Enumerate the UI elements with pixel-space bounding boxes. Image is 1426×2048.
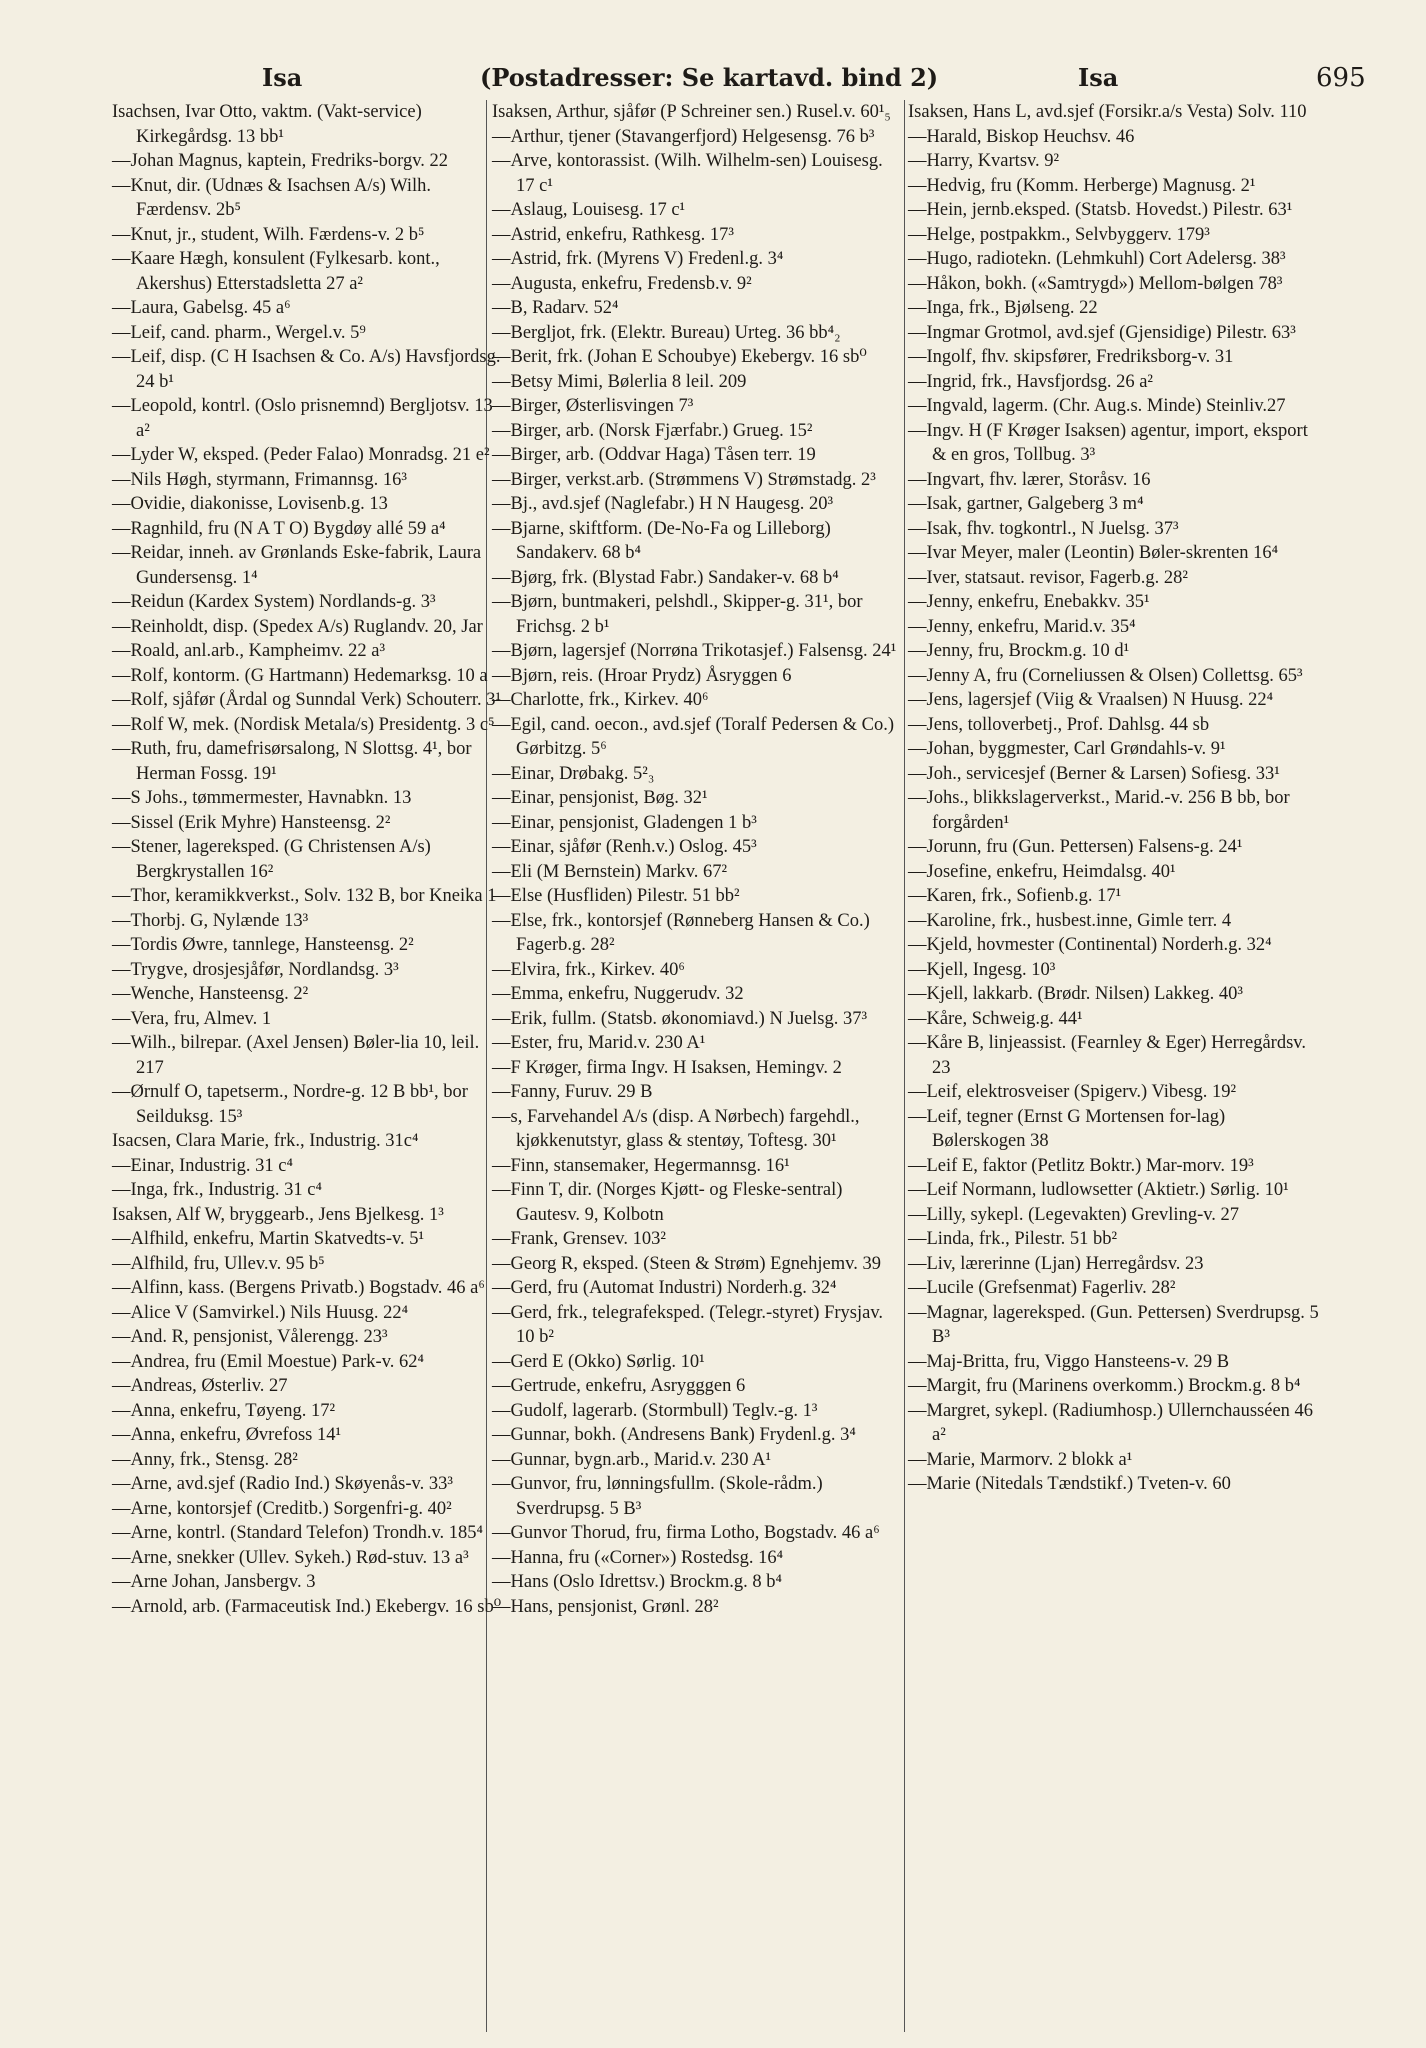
directory-entry: —Jenny, enkefru, Enebakkv. 35¹ — [908, 592, 1150, 612]
directory-entry: —Bergljot, frk. (Elektr. Bureau) Urteg. 36 bb⁴₂ — [492, 322, 841, 343]
directory-entry: —Bjørg, frk. (Blystad Fabr.) Sandaker-v. 68 b⁴ — [492, 567, 839, 588]
directory-entry: —Vera, fru, Almev. 1 — [112, 1008, 272, 1029]
directory-entry: —Arne, kontorsjef (Creditb.) Sorgenfri-g. 40² — [112, 1498, 452, 1519]
directory-entry: —Arne, snekker (Ullev. Sykeh.) Rød-stuv. 13 a³ — [112, 1547, 469, 1568]
directory-entry: —Linda, frk., Pilestr. 51 bb² — [908, 1229, 1118, 1249]
directory-entry: —Jorunn, fru (Gun. Pettersen) Falsens-g. 24¹ — [908, 837, 1243, 857]
directory-entry: —Kjell, Ingesg. 10³ — [908, 959, 1056, 980]
directory-entry: —Alfhild, enkefru, Martin Skatvedts-v. 5¹ — [112, 1229, 425, 1249]
directory-entry: —Gerd, fru (Automat Industri) Norderh.g. 32⁴ — [492, 1278, 837, 1298]
directory-entry: —Ørnulf O, tapetserm., Nordre-g. 12 B bb¹, bor Seilduksg. 15³ — [112, 1082, 468, 1127]
directory-entry: —Margit, fru (Marinens overkomm.) Brockm.g. 8 b⁴ — [908, 1376, 1301, 1396]
directory-entry: —Frank, Grensev. 103² — [492, 1229, 666, 1249]
directory-entry: —Reinholdt, disp. (Spedex A/s) Ruglandv. 20, Jar — [112, 616, 483, 637]
directory-entry: —Inga, frk., Bjølseng. 22 — [908, 298, 1098, 318]
directory-entry: —Eli (M Bernstein) Markv. 67² — [492, 861, 728, 882]
directory-entry: —Andrea, fru (Emil Moestue) Park-v. 62⁴ — [112, 1351, 424, 1372]
directory-entry: —Andreas, Østerliv. 27 — [112, 1376, 288, 1396]
directory-entry: —Trygve, drosjesjåfør, Nordlandsg. 3³ — [112, 959, 399, 980]
directory-entry: —Lucile (Grefsenmat) Fagerliv. 28² — [908, 1278, 1176, 1298]
directory-entry: —Nils Høgh, styrmann, Frimannsg. 16³ — [112, 469, 407, 490]
directory-entry: —Reidar, inneh. av Grønlands Eske-fabrik, Laura Gundersensg. 1⁴ — [112, 543, 482, 588]
directory-entry: —Ivar Meyer, maler (Leontin) Bøler-skrenten 16⁴ — [908, 543, 1279, 563]
directory-entry: —Einar, sjåfør (Renh.v.) Oslog. 45³ — [492, 837, 757, 857]
directory-entry: —Hans, pensjonist, Grønl. 28² — [492, 1596, 719, 1617]
directory-entry: —Ingmar Grotmol, avd.sjef (Gjensidige) Pilestr. 63³ — [908, 322, 1296, 343]
directory-entry: —Leif, elektrosveiser (Spigerv.) Vibesg. 19² — [908, 1082, 1237, 1102]
directory-entry: —Leopold, kontrl. (Oslo prisnemnd) Bergljotsv. 13 a² — [112, 396, 493, 441]
directory-entry: —Wilh., bilrepar. (Axel Jensen) Bøler-lia 10, leil. 217 — [112, 1033, 480, 1078]
directory-entry: —Anna, enkefru, Tøyeng. 17² — [112, 1400, 336, 1421]
directory-entry: —Fanny, Furuv. 29 B — [492, 1082, 653, 1102]
directory-entry: —Alice V (Samvirkel.) Nils Huusg. 22⁴ — [112, 1302, 409, 1323]
directory-entry: —Harald, Biskop Heuchsv. 46 — [908, 126, 1135, 147]
directory-entry: —Ovidie, diakonisse, Lovisenb.g. 13 — [112, 494, 388, 514]
directory-entry: —S Johs., tømmermester, Havnabkn. 13 — [112, 788, 412, 808]
directory-entry: —Liv, lærerinne (Ljan) Herregårdsv. 23 — [908, 1253, 1204, 1274]
directory-entry: —B, Radarv. 52⁴ — [492, 298, 619, 318]
column-1 — [112, 100, 507, 1619]
directory-entry: —Johs., blikkslagerverkst., Marid.-v. 256 B bb, bor forgården¹ — [908, 788, 1290, 833]
directory-entry: —Bjørn, lagersjef (Norrøna Trikotasjef.) Falsensg. 24¹ — [492, 641, 897, 661]
directory-entry: —Augusta, enkefru, Fredensb.v. 9² — [492, 273, 752, 294]
directory-entry: —Elvira, frk., Kirkev. 40⁶ — [492, 959, 685, 980]
directory-entry: —Hein, jernb.eksped. (Statsb. Hovedst.) Pilestr. 63¹ — [908, 200, 1293, 220]
directory-entry: —Harry, Kvartsv. 9² — [908, 151, 1060, 171]
directory-entry: —Georg R, eksped. (Steen & Strøm) Egnehjemv. 39 — [492, 1253, 881, 1274]
directory-entry: —Gunnar, bygn.arb., Marid.v. 230 A¹ — [492, 1449, 772, 1470]
directory-entry: —Gunnar, bokh. (Andresens Bank) Frydenl.g. 3⁴ — [492, 1425, 856, 1445]
directory-entry: —Kaare Hægh, konsulent (Fylkesarb. kont., Akershus) Etterstadsletta 27 a² — [112, 249, 440, 294]
directory-entry: —Maj-Britta, fru, Viggo Hansteens-v. 29 B — [908, 1351, 1230, 1372]
directory-entry: —Karoline, frk., husbest.inne, Gimle terr. 4 — [908, 910, 1232, 931]
column-3 — [908, 100, 1320, 1497]
page-number: 695 — [1316, 63, 1366, 93]
directory-entry: Isaksen, Alf W, bryggearb., Jens Bjelkesg. 1³ — [112, 1204, 444, 1225]
directory-entry: —Stener, lagereksped. (G Christensen A/s) Bergkrystallen 16² — [112, 837, 431, 882]
directory-entry: —Iver, statsaut. revisor, Fagerb.g. 28² — [908, 567, 1188, 588]
directory-entry: —Thor, keramikkverkst., Solv. 132 B, bor Kneika 1 — [112, 886, 497, 906]
directory-entry: —Johan, byggmester, Carl Grøndahls-v. 9¹ — [908, 739, 1226, 759]
directory-entry: —Marie, Marmorv. 2 blokk a¹ — [908, 1449, 1133, 1470]
directory-entry: —Einar, pensjonist, Gladengen 1 b³ — [492, 812, 757, 833]
directory-entry: —Astrid, frk. (Myrens V) Fredenl.g. 3⁴ — [492, 249, 784, 269]
directory-entry: —Hedvig, fru (Komm. Herberge) Magnusg. 2¹ — [908, 175, 1256, 196]
directory-entry: —Ragnhild, fru (N A T O) Bygdøy allé 59 a⁴ — [112, 518, 446, 539]
directory-entry: —Jens, tolloverbetj., Prof. Dahlsg. 44 sb — [908, 714, 1210, 735]
directory-entry: —Ingvart, fhv. lærer, Storåsv. 16 — [908, 469, 1151, 490]
directory-entry: Isaksen, Arthur, sjåfør (P Schreiner sen.) Rusel.v. 60¹₅ — [492, 102, 891, 122]
directory-entry: —Erik, fullm. (Statsb. økonomiavd.) N Juelsg. 37³ — [492, 1008, 868, 1029]
directory-entry: —Kåre B, linjeassist. (Fearnley & Eger) Herregårdsv. 23 — [908, 1033, 1306, 1078]
directory-entry: —Birger, arb. (Norsk Fjærfabr.) Grueg. 15² — [492, 420, 813, 441]
directory-entry: —Bjarne, skiftform. (De-No-Fa og Lilleborg) Sandakerv. 68 b⁴ — [492, 518, 831, 563]
directory-entry: —Anny, frk., Stensg. 28² — [112, 1449, 298, 1470]
directory-entry: —Ester, fru, Marid.v. 230 A¹ — [492, 1033, 706, 1053]
directory-entry: —Reidun (Kardex System) Nordlands-g. 3³ — [112, 592, 436, 612]
directory-entry: —Alfhild, fru, Ullev.v. 95 b⁵ — [112, 1253, 325, 1274]
directory-entry: —Charlotte, frk., Kirkev. 40⁶ — [492, 690, 709, 710]
directory-entry: —Rolf, sjåfør (Årdal og Sunndal Verk) Schouterr. 3¹ — [112, 690, 502, 710]
directory-entry: —Alfinn, kass. (Bergens Privatb.) Bogstadv. 46 a⁶ — [112, 1278, 485, 1298]
running-head-left: Isa — [262, 63, 303, 92]
directory-entry: —Lilly, sykepl. (Legevakten) Grevling-v. 27 — [908, 1204, 1240, 1225]
directory-entry: —Birger, arb. (Oddvar Haga) Tåsen terr. 19 — [492, 445, 816, 465]
directory-entry: —Berit, frk. (Johan E Schoubye) Ekebergv. 16 sb⁰ — [492, 347, 867, 367]
directory-entry: —Hans (Oslo Idrettsv.) Brockm.g. 8 b⁴ — [492, 1572, 782, 1592]
directory-entry: —Arthur, tjener (Stavangerfjord) Helgesensg. 76 b³ — [492, 126, 875, 147]
directory-entry: —Else (Husfliden) Pilestr. 51 bb² — [492, 886, 740, 906]
running-head-center: (Postadresser: Se kartavd. bind 2) — [480, 63, 939, 92]
directory-entry: —Else, frk., kontorsjef (Rønneberg Hansen & Co.) Fagerb.g. 28² — [492, 910, 870, 955]
directory-entry: —Knut, dir. (Udnæs & Isachsen A/s) Wilh. Færdensv. 2b⁵ — [112, 175, 432, 220]
directory-entry: —Lyder W, eksped. (Peder Falao) Monradsg. 21 e² — [112, 445, 490, 465]
directory-entry: —Rolf W, mek. (Nordisk Metala/s) Presidentg. 3 c⁵ — [112, 714, 495, 735]
directory-entry: —Ingrid, frk., Havsfjordsg. 26 a² — [908, 371, 1153, 392]
directory-entry: —Arne, kontrl. (Standard Telefon) Trondh.v. 185⁴ — [112, 1523, 484, 1543]
directory-entry: —Gerd, frk., telegrafeksped. (Telegr.-styret) Frysjav. 10 b² — [492, 1302, 884, 1347]
directory-entry: —Marie (Nitedals Tændstikf.) Tveten-v. 60 — [908, 1474, 1231, 1494]
directory-entry: Isacsen, Clara Marie, frk., Industrig. 31c⁴ — [112, 1131, 419, 1151]
directory-entry: —Einar, Industrig. 31 c⁴ — [112, 1155, 293, 1176]
column-rule — [904, 100, 905, 2032]
directory-entry: —Tordis Øwre, tannlege, Hansteensg. 2² — [112, 935, 414, 955]
directory-entry: —Kjeld, hovmester (Continental) Norderh.g. 32⁴ — [908, 935, 1272, 955]
directory-entry: —Karen, frk., Sofienb.g. 17¹ — [908, 886, 1122, 906]
directory-entry: —Jens, lagersjef (Viig & Vraalsen) N Huusg. 22⁴ — [908, 690, 1274, 710]
directory-entry: —Hugo, radiotekn. (Lehmkuhl) Cort Adelersg. 38³ — [908, 249, 1286, 269]
directory-entry: —Birger, verkst.arb. (Strømmens V) Strømstadg. 2³ — [492, 469, 876, 490]
directory-entry: —Inga, frk., Industrig. 31 c⁴ — [112, 1180, 322, 1200]
directory-entry: —Kåre, Schweig.g. 44¹ — [908, 1008, 1083, 1029]
directory-entry: —Margret, sykepl. (Radiumhosp.) Ullernchausséen 46 a² — [908, 1400, 1314, 1445]
directory-entry: —Einar, pensjonist, Bøg. 32¹ — [492, 788, 708, 808]
directory-entry: —Gerd E (Okko) Sørlig. 10¹ — [492, 1351, 705, 1372]
directory-entry: —Arve, kontorassist. (Wilh. Wilhelm-sen) Louisesg. 17 c¹ — [492, 151, 883, 196]
directory-entry: —Arne Johan, Jansbergv. 3 — [112, 1572, 316, 1592]
directory-entry: —Betsy Mimi, Bølerlia 8 leil. 209 — [492, 371, 747, 392]
directory-entry: Isaksen, Hans L, avd.sjef (Forsikr.a/s Vesta) Solv. 110 — [908, 102, 1307, 122]
directory-entry: —Thorbj. G, Nylænde 13³ — [112, 910, 309, 931]
directory-entry: —Aslaug, Louisesg. 17 c¹ — [492, 200, 686, 220]
directory-entry: —Astrid, enkefru, Rathkesg. 17³ — [492, 224, 734, 245]
directory-entry: —Ruth, fru, damefrisørsalong, N Slottsg. 4¹, bor Herman Fossg. 19¹ — [112, 739, 472, 784]
column-2 — [492, 100, 904, 1619]
directory-entry: —Roald, anl.arb., Kampheimv. 22 a³ — [112, 641, 386, 661]
directory-entry: —Leif E, faktor (Petlitz Boktr.) Mar-morv. 19³ — [908, 1155, 1254, 1176]
directory-entry: —F Krøger, firma Ingv. H Isaksen, Hemingv. 2 — [492, 1057, 842, 1078]
directory-entry: —Gunvor, fru, lønningsfullm. (Skole-rådm.) Sverdrupsg. 5 B³ — [492, 1474, 823, 1519]
directory-entry: —Laura, Gabelsg. 45 a⁶ — [112, 298, 291, 318]
directory-entry: —Bjørn, buntmakeri, pelshdl., Skipper-g. 31¹, bor Frichsg. 2 b¹ — [492, 592, 863, 637]
directory-entry: —Leif, disp. (C H Isachsen & Co. A/s) Havsfjordsg. 24 b¹ — [112, 347, 501, 392]
directory-entry: —Johan Magnus, kaptein, Fredriks-borgv. 22 — [112, 151, 449, 171]
directory-entry: —Knut, jr., student, Wilh. Færdens-v. 2 b⁵ — [112, 224, 425, 245]
directory-entry: —Bjørn, reis. (Hroar Prydz) Åsryggen 6 — [492, 665, 792, 686]
directory-entry: —Emma, enkefru, Nuggerudv. 32 — [492, 984, 744, 1004]
directory-entry: —And. R, pensjonist, Vålerengg. 23³ — [112, 1327, 388, 1347]
directory-entry: —Isak, fhv. togkontrl., N Juelsg. 37³ — [908, 518, 1179, 539]
directory-entry: —Finn T, dir. (Norges Kjøtt- og Fleske-sentral) Gautesv. 9, Kolbotn — [492, 1180, 843, 1225]
directory-entry: —Gunvor Thorud, fru, firma Lotho, Bogstadv. 46 a⁶ — [492, 1523, 880, 1543]
directory-entry: —Leif, cand. pharm., Wergel.v. 5⁹ — [112, 322, 366, 343]
directory-entry: —Wenche, Hansteensg. 2² — [112, 984, 309, 1004]
directory-entry: —Birger, Østerlisvingen 7³ — [492, 396, 694, 416]
directory-entry: —Anna, enkefru, Øvrefoss 14¹ — [112, 1425, 342, 1445]
directory-entry: —Finn, stansemaker, Hegermannsg. 16¹ — [492, 1155, 790, 1176]
directory-entry: —Josefine, enkefru, Heimdalsg. 40¹ — [908, 861, 1176, 882]
directory-entry: —Bj., avd.sjef (Naglefabr.) H N Haugesg. 20³ — [492, 494, 834, 514]
directory-entry: —Gudolf, lagerarb. (Stormbull) Teglv.-g. 1³ — [492, 1400, 818, 1421]
directory-entry: —Hanna, fru («Corner») Rostedsg. 16⁴ — [492, 1547, 784, 1568]
directory-entry: —Leif, tegner (Ernst G Mortensen for-lag) Bølerskogen 38 — [908, 1106, 1226, 1151]
directory-entry: —Håkon, bokh. («Samtrygd») Mellom-bølgen 78³ — [908, 273, 1283, 294]
directory-entry: —Gertrude, enkefru, Asrygggen 6 — [492, 1376, 746, 1396]
directory-entry: —Ingolf, fhv. skipsfører, Fredriksborg-v. 31 — [908, 347, 1234, 367]
directory-entry: —Arne, avd.sjef (Radio Ind.) Skøyenås-v. 33³ — [112, 1474, 453, 1494]
directory-entry: —Kjell, lakkarb. (Brødr. Nilsen) Lakkeg. 40³ — [908, 984, 1243, 1004]
directory-entry: —s, Farvehandel A/s (disp. A Nørbech) fargehdl., kjøkkenutstyr, glass & stentøy, Toftesg. 30¹ — [492, 1106, 860, 1151]
directory-entry: —Ingvald, lagerm. (Chr. Aug.s. Minde) Steinliv.27 — [908, 396, 1286, 416]
directory-entry: —Sissel (Erik Myhre) Hansteensg. 2² — [112, 812, 391, 833]
running-head-right: Isa — [1078, 63, 1119, 92]
directory-entry: —Leif Normann, ludlowsetter (Aktietr.) Sørlig. 10¹ — [908, 1180, 1289, 1200]
directory-entry: —Egil, cand. oecon., avd.sjef (Toralf Pedersen & Co.) Gørbitzg. 5⁶ — [492, 714, 894, 759]
directory-entry: —Helge, postpakkm., Selvbyggerv. 179³ — [908, 224, 1210, 245]
directory-entry: —Rolf, kontorm. (G Hartmann) Hedemarksg. 10 a — [112, 665, 488, 686]
directory-entry: —Isak, gartner, Galgeberg 3 m⁴ — [908, 494, 1144, 514]
directory-entry: —Einar, Drøbakg. 5²₃ — [492, 763, 655, 784]
directory-entry: —Magnar, lagereksped. (Gun. Pettersen) Sverdrupsg. 5 B³ — [908, 1302, 1319, 1347]
directory-entry: —Jenny, fru, Brockm.g. 10 d¹ — [908, 641, 1130, 661]
directory-entry: Isachsen, Ivar Otto, vaktm. (Vakt-service) Kirkegårdsg. 13 bb¹ — [112, 102, 422, 147]
directory-entry: —Jenny, enkefru, Marid.v. 35⁴ — [908, 616, 1136, 637]
directory-entry: —Jenny A, fru (Corneliussen & Olsen) Collettsg. 65³ — [908, 665, 1303, 686]
directory-entry: —Joh., servicesjef (Berner & Larsen) Sofiesg. 33¹ — [908, 763, 1280, 784]
directory-entry: —Ingv. H (F Krøger Isaksen) agentur, import, eksport & en gros, Tollbug. 3³ — [908, 420, 1308, 465]
directory-entry: —Arnold, arb. (Farmaceutisk Ind.) Ekebergv. 16 sb⁰ — [112, 1596, 502, 1617]
